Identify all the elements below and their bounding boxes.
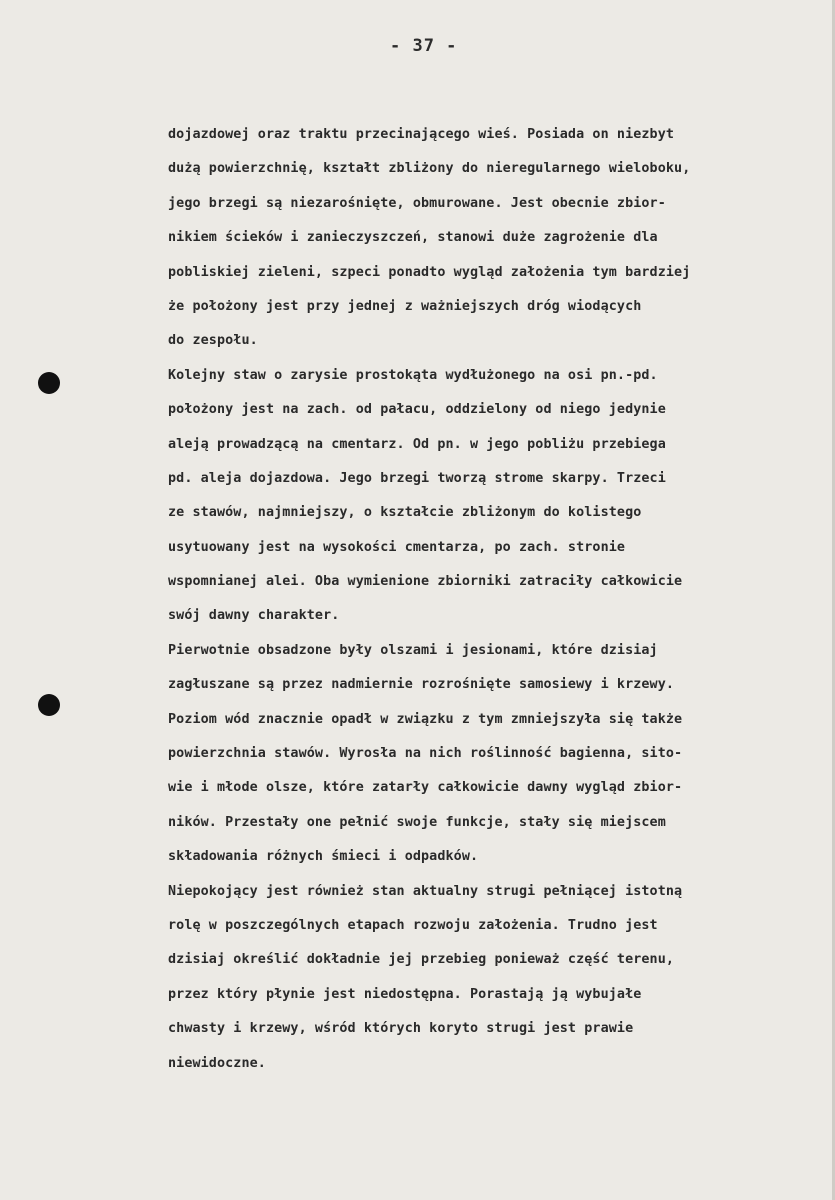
text-line: aleją prowadzącą na cmentarz. Od pn. w jego pobliżu przebiega — [168, 436, 666, 452]
text-line: rolę w poszczególnych etapach rozwoju założenia. Trudno jest — [168, 917, 658, 933]
text-line: położony jest na zach. od pałacu, oddzielony od niego jedynie — [168, 402, 666, 418]
text-line: nikiem ścieków i zanieczyszczeń, stanowi duże zagrożenie dla — [168, 230, 658, 246]
text-line: wspomnianej alei. Oba wymienione zbiorniki zatraciły całkowicie — [168, 574, 683, 590]
text-line: niewidoczne. — [168, 1055, 266, 1071]
text-line: Niepokojący jest również stan aktualny strugi pełniącej istotną — [168, 883, 683, 899]
text-line: składowania różnych śmieci i odpadków. — [168, 849, 479, 865]
text-line: ników. Przestały one pełnić swoje funkcje, stały się miejscem — [168, 814, 666, 830]
text-line: dużą powierzchnię, kształt zbliżony do nieregularnego wieloboku, — [168, 161, 691, 177]
text-line: Kolejny staw o zarysie prostokąta wydłużonego na osi pn.-pd. — [168, 367, 658, 383]
text-line: do zespołu. — [168, 333, 258, 349]
punch-hole — [38, 694, 60, 716]
text-line: ze stawów, najmniejszy, o kształcie zbliżonym do kolistego — [168, 505, 642, 521]
text-line: że położony jest przy jednej z ważniejszych dróg wiodących — [168, 298, 642, 314]
text-line: pd. aleja dojazdowa. Jego brzegi tworzą strome skarpy. Trzeci — [168, 470, 666, 486]
text-line: Poziom wód znacznie opadł w związku z tym zmniejszyła się także — [168, 711, 683, 727]
text-line: dojazdowej oraz traktu przecinającego wieś. Posiada on niezbyt — [168, 127, 675, 142]
text-line: pobliskiej zieleni, szpeci ponadto wygląd założenia tym bardziej — [168, 264, 691, 280]
typewritten-text — [168, 118, 808, 1081]
text-line: usytuowany jest na wysokości cmentarza, po zach. stronie — [168, 539, 626, 555]
text-line: wie i młode olsze, które zatarły całkowicie dawny wygląd zbior- — [168, 780, 683, 796]
text-line: zagłuszane są przez nadmiernie rozrośnięte samosiewy i krzewy. — [168, 677, 675, 693]
text-line: swój dawny charakter. — [168, 608, 340, 624]
page-number: - 37 - — [390, 36, 458, 56]
text-line: Pierwotnie obsadzone były olszami i jesionami, które dzisiaj — [168, 642, 658, 658]
text-line: przez który płynie jest niedostępna. Porastają ją wybujałe — [168, 986, 642, 1002]
text-line: jego brzegi są niezarośnięte, obmurowane. Jest obecnie zbior- — [168, 195, 666, 211]
text-line: dzisiaj określić dokładnie jej przebieg ponieważ część terenu, — [168, 952, 675, 968]
text-line: powierzchnia stawów. Wyrosła na nich roślinność bagienna, sito- — [168, 746, 683, 762]
punch-hole — [38, 372, 60, 394]
text-line: chwasty i krzewy, wśród których koryto strugi jest prawie — [168, 1021, 634, 1037]
